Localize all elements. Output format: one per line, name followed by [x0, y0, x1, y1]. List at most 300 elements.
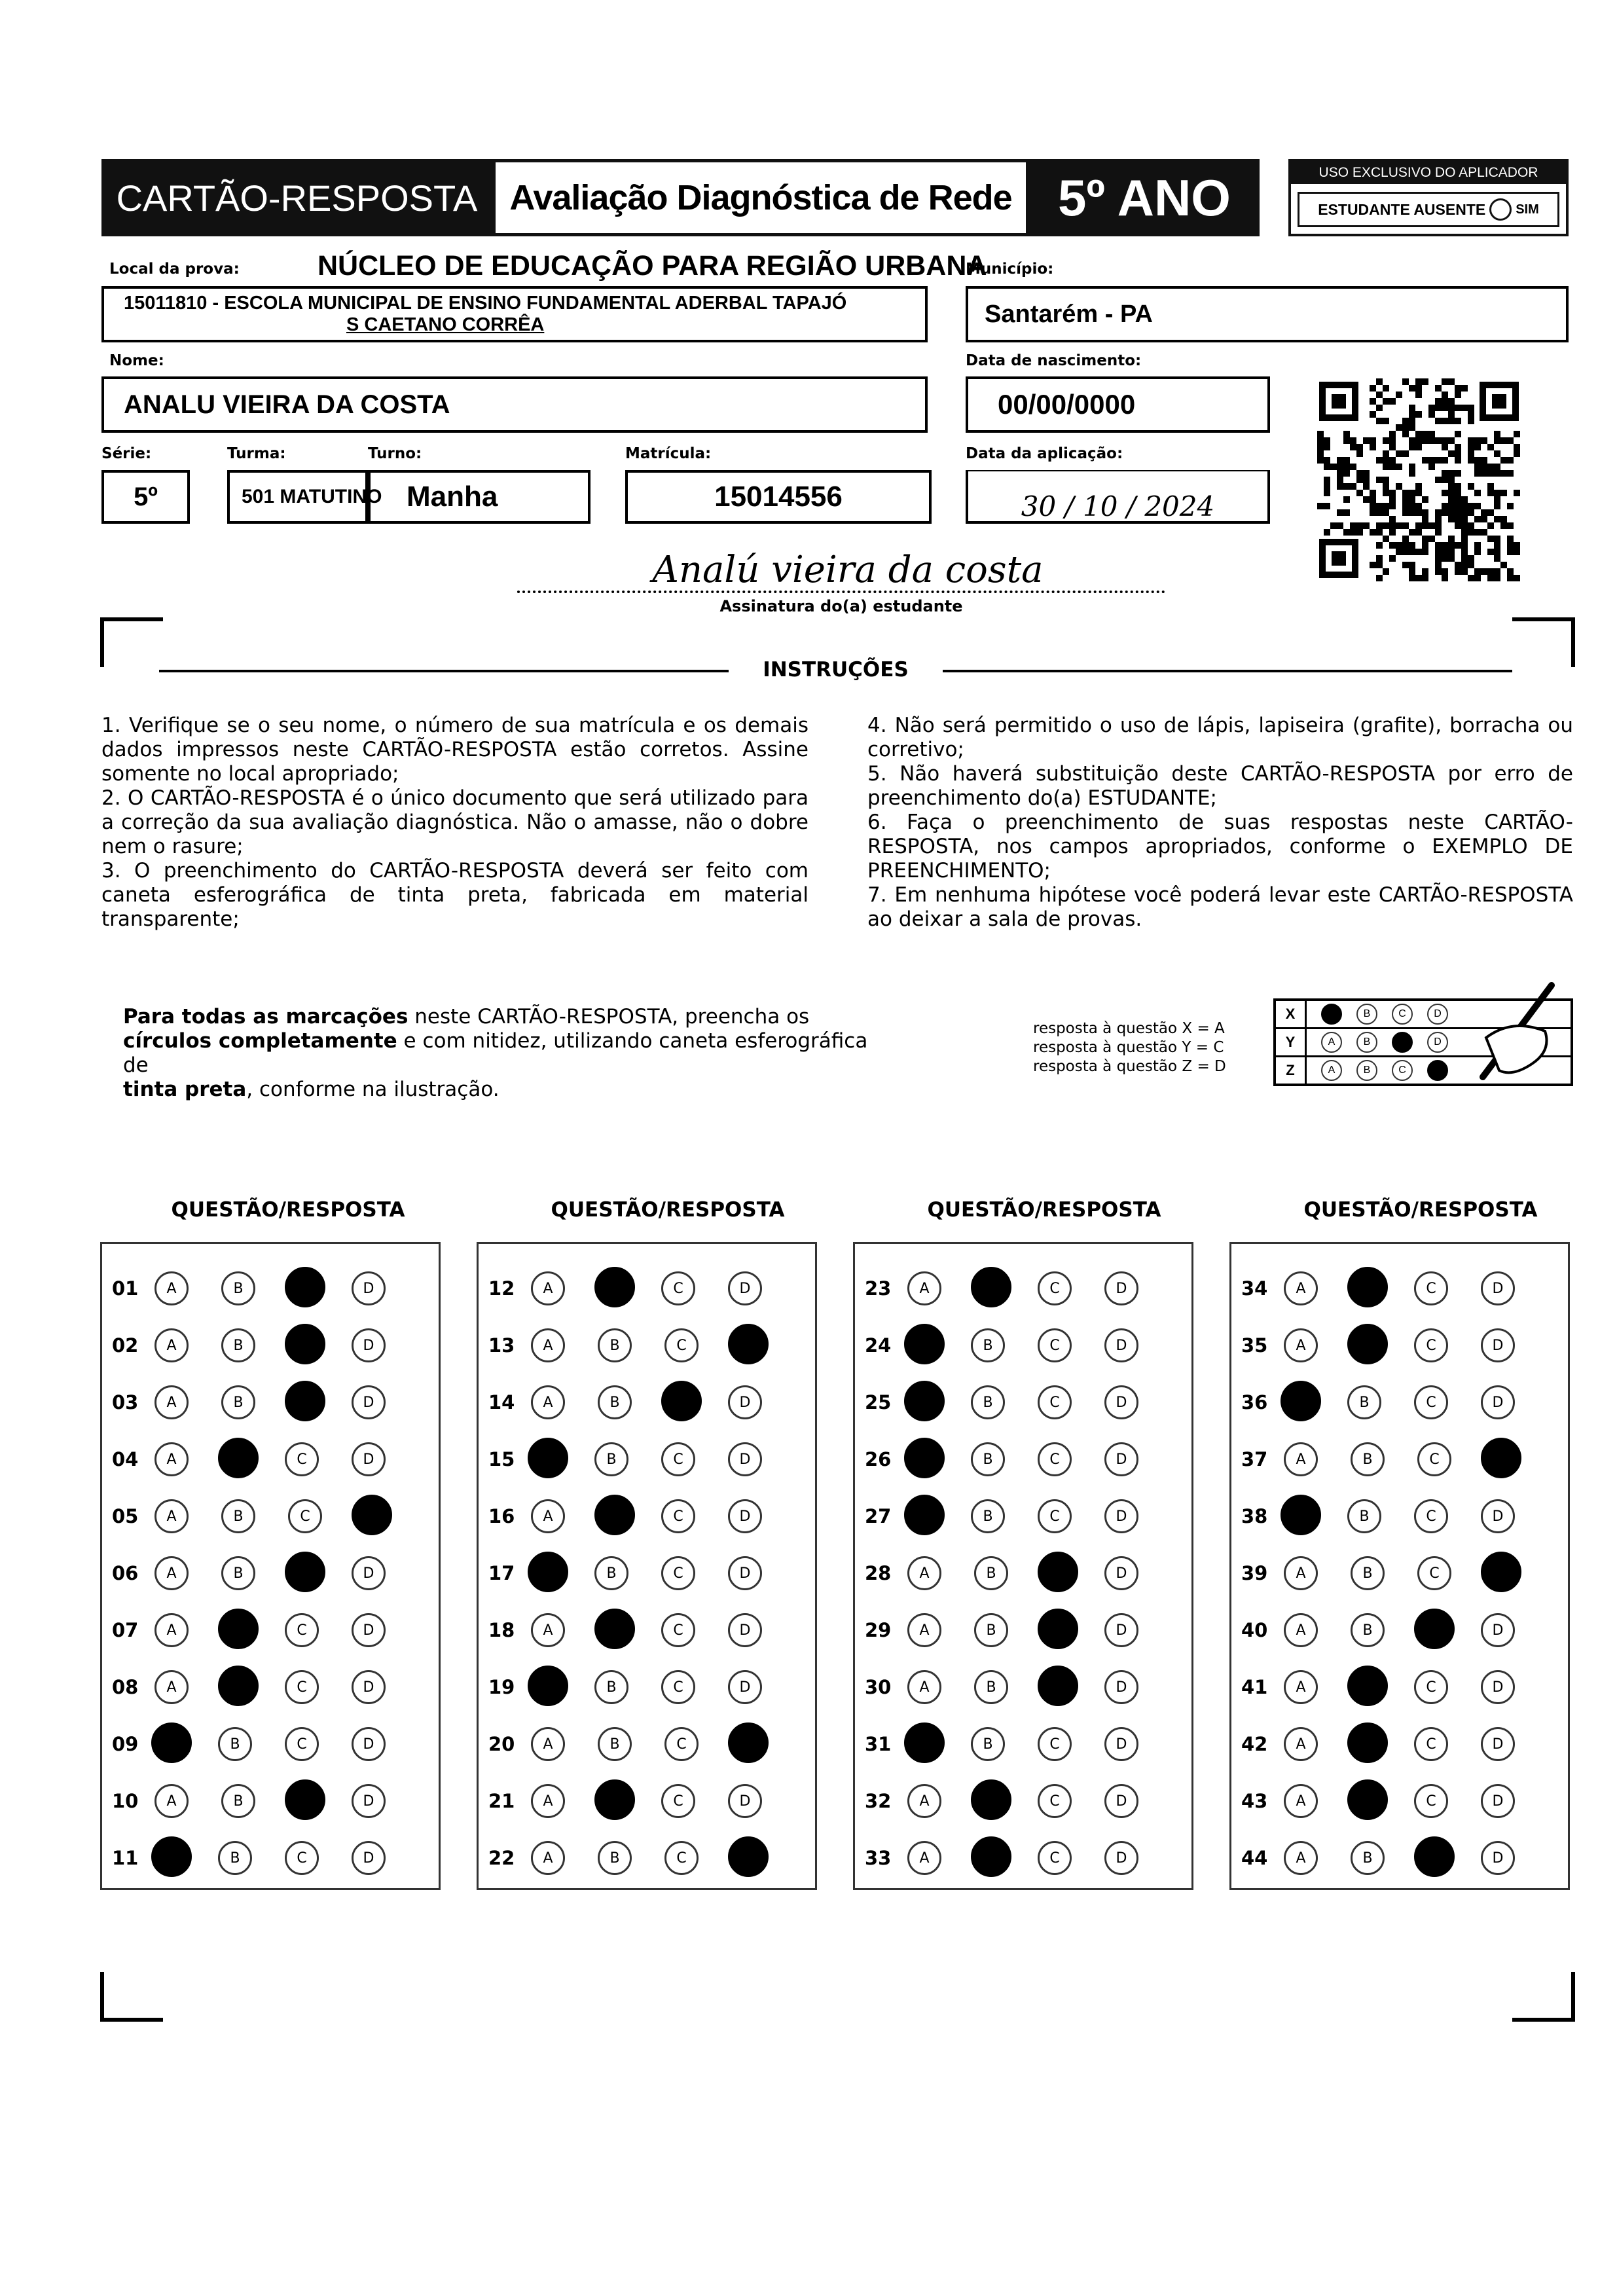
answer-row	[1231, 1667, 1548, 1707]
card-title	[101, 159, 492, 236]
answer-row	[855, 1326, 1171, 1365]
example-bubble-b: B	[1356, 1004, 1377, 1025]
qr-code-icon	[1316, 378, 1522, 581]
question-number: 02	[112, 1334, 139, 1357]
answer-bubble-a[interactable]: A	[154, 1499, 189, 1533]
question-number: 30	[865, 1676, 892, 1698]
answer-bubble-d[interactable]: D	[728, 1385, 762, 1419]
instruction-2: 2. O CARTÃO-RESPOSTA é o único documento que será utilizado para a correção da sua avaliação diagnóstica. Não o amasse, não o dobre nem o rasure;	[101, 786, 808, 858]
corner-mark-top-right	[1512, 617, 1575, 667]
answer-bubble-b[interactable]: B	[974, 1670, 1008, 1704]
answer-bubble-d[interactable]: D	[728, 1670, 762, 1704]
answer-bubble-a[interactable]: A	[1284, 1271, 1318, 1305]
answer-bubble-d[interactable]: D	[352, 1385, 386, 1419]
question-number: 11	[112, 1847, 139, 1869]
answer-bubble-d[interactable]: D	[1481, 1271, 1515, 1305]
answer-bubble-c[interactable]: C	[664, 1328, 699, 1362]
answer-bubble-a[interactable]: A	[531, 1841, 565, 1875]
answer-bubble-c[interactable]: C	[285, 1442, 319, 1476]
grade-text: 5º ANO	[1058, 168, 1231, 227]
nascimento-value: 00/00/0000	[998, 389, 1136, 420]
answer-row	[479, 1269, 795, 1308]
answer-row	[102, 1383, 418, 1422]
answer-bubble-b[interactable]: B	[971, 1836, 1011, 1877]
answer-bubble-a[interactable]: A	[1284, 1841, 1318, 1875]
answer-bubble-a[interactable]: A	[528, 1438, 568, 1478]
aplicacao-field	[966, 470, 1270, 524]
answer-bubble-a[interactable]: A	[531, 1499, 565, 1533]
answer-bubble-d[interactable]: D	[352, 1328, 386, 1362]
answer-bubble-a[interactable]: A	[904, 1381, 945, 1421]
matricula-value: 15014556	[714, 481, 843, 513]
answer-bubble-c[interactable]: C	[1417, 1556, 1451, 1590]
answer-bubble-a[interactable]: A	[154, 1556, 189, 1590]
answer-bubble-a[interactable]: A	[904, 1438, 945, 1478]
answer-bubble-b[interactable]: B	[971, 1727, 1005, 1761]
answer-bubble-d[interactable]: D	[1481, 1552, 1521, 1592]
nascimento-field	[966, 376, 1270, 433]
answer-bubble-b[interactable]: B	[221, 1385, 255, 1419]
answer-bubble-b[interactable]: B	[1347, 1267, 1388, 1307]
answer-row	[479, 1667, 795, 1707]
question-number: 44	[1241, 1847, 1268, 1869]
answer-bubble-c[interactable]: C	[661, 1442, 695, 1476]
answer-bubble-c[interactable]: C	[285, 1613, 319, 1647]
answer-bubble-d[interactable]: D	[1104, 1499, 1138, 1533]
answer-bubble-d[interactable]: D	[352, 1727, 386, 1761]
answers-header-3: QUESTÃO/RESPOSTA	[927, 1198, 1161, 1222]
answer-bubble-d[interactable]: D	[1481, 1385, 1515, 1419]
answer-bubble-d[interactable]: D	[728, 1324, 769, 1364]
example-bubble-c: C	[1392, 1032, 1413, 1053]
answer-row	[855, 1554, 1171, 1593]
answer-bubble-b[interactable]: B	[594, 1609, 635, 1649]
answer-row	[479, 1383, 795, 1422]
answer-bubble-c[interactable]: C	[285, 1381, 325, 1421]
answer-bubble-b[interactable]: B	[218, 1609, 259, 1649]
answer-bubble-a[interactable]: A	[154, 1670, 189, 1704]
answer-bubble-b[interactable]: B	[594, 1670, 628, 1704]
answer-bubble-d[interactable]: D	[1481, 1499, 1515, 1533]
answer-bubble-b[interactable]: B	[1347, 1779, 1388, 1820]
corner-mark-top-left	[100, 617, 163, 667]
answer-row	[102, 1667, 418, 1707]
instruction-1: 1. Verifique se o seu nome, o número de sua matrícula e os demais dados impressos neste CARTÃO-RESPOSTA estão corretos. Assine somente no local apropriado;	[101, 714, 808, 786]
answers-header-2: QUESTÃO/RESPOSTA	[551, 1198, 785, 1222]
answer-row	[102, 1554, 418, 1593]
answer-bubble-a[interactable]: A	[151, 1836, 192, 1877]
answer-bubble-d[interactable]: D	[728, 1442, 762, 1476]
answer-bubble-a[interactable]: A	[531, 1613, 565, 1647]
marking-instruction	[123, 1005, 889, 1102]
answer-bubble-c[interactable]: C	[1414, 1727, 1448, 1761]
answer-row	[1231, 1440, 1548, 1479]
answer-bubble-c[interactable]: C	[285, 1267, 325, 1307]
answer-bubble-b[interactable]: B	[598, 1385, 632, 1419]
corner-mark-bottom-left	[100, 1972, 163, 2022]
question-number: 04	[112, 1448, 139, 1470]
answer-row	[102, 1611, 418, 1650]
answer-bubble-c[interactable]: C	[1038, 1385, 1072, 1419]
nome-field	[101, 376, 928, 433]
example-bubble-a: A	[1321, 1004, 1342, 1025]
answer-bubble-b[interactable]: B	[218, 1727, 252, 1761]
question-number: 33	[865, 1847, 892, 1869]
school-field	[101, 286, 928, 342]
question-number: 27	[865, 1505, 892, 1527]
answer-bubble-a[interactable]: A	[531, 1271, 565, 1305]
pen-hand-icon	[1460, 979, 1558, 1097]
answer-bubble-d[interactable]: D	[352, 1670, 386, 1704]
answer-bubble-b[interactable]: B	[218, 1666, 259, 1706]
answer-row	[102, 1326, 418, 1365]
answer-bubble-a[interactable]: A	[154, 1328, 189, 1362]
answer-bubble-c[interactable]: C	[1038, 1609, 1078, 1649]
question-number: 16	[488, 1505, 515, 1527]
question-number: 32	[865, 1790, 892, 1812]
answer-bubble-a[interactable]: A	[907, 1841, 941, 1875]
answer-bubble-b[interactable]: B	[971, 1779, 1011, 1820]
answer-bubble-a[interactable]: A	[531, 1784, 565, 1818]
serie-field	[101, 470, 190, 524]
answer-row	[855, 1838, 1171, 1878]
answer-bubble-c[interactable]: C	[1414, 1271, 1448, 1305]
answer-bubble-a[interactable]: A	[1284, 1727, 1318, 1761]
answer-bubble-c[interactable]: C	[285, 1552, 325, 1592]
answer-bubble-a[interactable]: A	[154, 1613, 189, 1647]
answer-bubble-b[interactable]: B	[221, 1271, 255, 1305]
answer-bubble-a[interactable]: A	[154, 1784, 189, 1818]
answer-bubble-b[interactable]: B	[971, 1499, 1005, 1533]
example-bubble-d: D	[1427, 1032, 1448, 1053]
answer-bubble-d[interactable]: D	[1481, 1438, 1521, 1478]
turma-label: Turma:	[227, 445, 286, 462]
answer-bubble-d[interactable]: D	[728, 1836, 769, 1877]
answer-bubble-b[interactable]: B	[221, 1556, 255, 1590]
answer-bubble-c[interactable]: C	[664, 1841, 699, 1875]
answer-bubble-c[interactable]: C	[1414, 1385, 1448, 1419]
answer-bubble-b[interactable]: B	[971, 1442, 1005, 1476]
answer-bubble-b[interactable]: B	[598, 1841, 632, 1875]
answer-bubble-b[interactable]: B	[594, 1442, 628, 1476]
answer-bubble-d[interactable]: D	[1104, 1784, 1138, 1818]
answer-bubble-b[interactable]: B	[221, 1784, 255, 1818]
question-number: 19	[488, 1676, 515, 1698]
answer-bubble-c[interactable]: C	[661, 1784, 695, 1818]
answer-bubble-d[interactable]: D	[728, 1784, 762, 1818]
answer-bubble-c[interactable]: C	[1038, 1271, 1072, 1305]
answer-bubble-c[interactable]: C	[1414, 1670, 1448, 1704]
school-line2: S CAETANO CORRÊA	[346, 314, 545, 335]
matricula-label: Matrícula:	[625, 445, 712, 462]
example-bubble-a: A	[1321, 1060, 1342, 1081]
answer-bubble-c[interactable]: C	[1414, 1784, 1448, 1818]
question-number: 05	[112, 1505, 139, 1527]
answer-row	[855, 1781, 1171, 1821]
instruction-5: 5. Não haverá substituição deste CARTÃO-RESPOSTA por erro de preenchimento do(a) ESTUDANTE;	[867, 762, 1573, 810]
answer-bubble-d[interactable]: D	[728, 1613, 762, 1647]
question-number: 20	[488, 1733, 515, 1755]
marking-text-1: neste CARTÃO-RESPOSTA, preencha os	[408, 1005, 810, 1029]
serie-label: Série:	[101, 445, 152, 462]
answer-bubble-b[interactable]: B	[594, 1779, 635, 1820]
answer-bubble-a[interactable]: A	[1284, 1442, 1318, 1476]
answer-bubble-d[interactable]: D	[1481, 1328, 1515, 1362]
answer-bubble-d[interactable]: D	[352, 1556, 386, 1590]
answer-bubble-c[interactable]: C	[664, 1727, 699, 1761]
answer-bubble-c[interactable]: C	[661, 1613, 695, 1647]
card-title-text: CARTÃO-RESPOSTA	[116, 177, 478, 219]
turno-field	[368, 470, 590, 524]
answer-bubble-a[interactable]: A	[528, 1552, 568, 1592]
answer-bubble-d[interactable]: D	[1481, 1670, 1515, 1704]
question-number: 14	[488, 1391, 515, 1413]
answer-bubble-c[interactable]: C	[661, 1271, 695, 1305]
answer-column-1	[100, 1242, 441, 1890]
answer-bubble-d[interactable]: D	[1104, 1727, 1138, 1761]
answer-bubble-b[interactable]: B	[1347, 1385, 1381, 1419]
instructions-rule-right	[943, 670, 1512, 672]
turma-field	[227, 470, 382, 524]
example-x: resposta à questão X = A	[1033, 1020, 1225, 1037]
answer-bubble-c[interactable]: C	[661, 1499, 695, 1533]
example-bubble-c: C	[1392, 1004, 1413, 1025]
answer-bubble-c[interactable]: C	[285, 1841, 319, 1875]
answer-bubble-a[interactable]: A	[904, 1495, 945, 1535]
matricula-field	[625, 470, 932, 524]
example-bubble-d: D	[1427, 1060, 1448, 1081]
local-value: NÚCLEO DE EDUCAÇÃO PARA REGIÃO URBANA	[318, 250, 987, 282]
turno-value: Manha	[407, 481, 498, 513]
answer-bubble-c[interactable]: C	[661, 1381, 702, 1421]
answer-bubble-a[interactable]: A	[907, 1613, 941, 1647]
answer-row	[1231, 1724, 1548, 1764]
answer-bubble-d[interactable]: D	[352, 1613, 386, 1647]
answer-bubble-d[interactable]: D	[1104, 1613, 1138, 1647]
answer-bubble-d[interactable]: D	[1481, 1784, 1515, 1818]
question-number: 35	[1241, 1334, 1268, 1357]
answer-row	[1231, 1326, 1548, 1365]
question-number: 18	[488, 1619, 515, 1641]
answer-bubble-c[interactable]: C	[661, 1670, 695, 1704]
answer-bubble-a[interactable]: A	[531, 1328, 565, 1362]
answer-bubble-b[interactable]: B	[971, 1267, 1011, 1307]
answer-bubble-b[interactable]: B	[221, 1328, 255, 1362]
answers-header-4: QUESTÃO/RESPOSTA	[1303, 1198, 1538, 1222]
answer-row	[479, 1440, 795, 1479]
marking-text-2: e com nitidez, utilizando caneta esferográfica de	[123, 1029, 868, 1077]
answer-bubble-a[interactable]: A	[907, 1556, 941, 1590]
answer-row	[1231, 1554, 1548, 1593]
answer-bubble-b[interactable]: B	[598, 1328, 632, 1362]
answer-bubble-d[interactable]: D	[1481, 1841, 1515, 1875]
question-number: 23	[865, 1277, 892, 1300]
answer-row	[1231, 1383, 1548, 1422]
answer-row	[479, 1611, 795, 1650]
nome-value: ANALU VIEIRA DA COSTA	[124, 390, 450, 419]
answer-bubble-b[interactable]: B	[971, 1328, 1005, 1362]
answer-bubble-c[interactable]: C	[1038, 1499, 1072, 1533]
example-bubble-d: D	[1427, 1004, 1448, 1025]
answer-bubble-c[interactable]: C	[1038, 1328, 1072, 1362]
answer-column-4	[1229, 1242, 1570, 1890]
answer-bubble-a[interactable]: A	[1281, 1381, 1321, 1421]
answer-bubble-b[interactable]: B	[218, 1841, 252, 1875]
answer-bubble-c[interactable]: C	[1038, 1666, 1078, 1706]
answer-bubble-b[interactable]: B	[1351, 1442, 1385, 1476]
instruction-4: 4. Não será permitido o uso de lápis, lapiseira (grafite), borracha ou corretivo;	[867, 714, 1573, 761]
answer-bubble-d[interactable]: D	[1104, 1556, 1138, 1590]
answer-bubble-a[interactable]: A	[154, 1271, 189, 1305]
answer-bubble-d[interactable]: D	[728, 1499, 762, 1533]
answer-bubble-b[interactable]: B	[1351, 1613, 1385, 1647]
answer-bubble-c[interactable]: C	[1038, 1552, 1078, 1592]
question-number: 08	[112, 1676, 139, 1698]
answer-bubble-c[interactable]: C	[1038, 1784, 1072, 1818]
answer-bubble-d[interactable]: D	[728, 1271, 762, 1305]
question-number: 15	[488, 1448, 515, 1470]
answer-bubble-d[interactable]: D	[1481, 1613, 1515, 1647]
answer-bubble-d[interactable]: D	[728, 1722, 769, 1763]
question-number: 07	[112, 1619, 139, 1641]
turno-label: Turno:	[368, 445, 422, 462]
answer-bubble-c[interactable]: C	[285, 1324, 325, 1364]
answer-bubble-a[interactable]: A	[154, 1385, 189, 1419]
answer-row	[479, 1838, 795, 1878]
absent-yes: SIM	[1516, 202, 1539, 217]
answer-bubble-c[interactable]: C	[1038, 1727, 1072, 1761]
example-bubble-b: B	[1356, 1032, 1377, 1053]
answer-bubble-a[interactable]: A	[907, 1784, 941, 1818]
answer-bubble-a[interactable]: A	[1284, 1556, 1318, 1590]
answer-bubble-b[interactable]: B	[221, 1499, 255, 1533]
answer-bubble-b[interactable]: B	[974, 1613, 1008, 1647]
answer-bubble-d[interactable]: D	[728, 1556, 762, 1590]
answer-bubble-a[interactable]: A	[1284, 1328, 1318, 1362]
answer-bubble-d[interactable]: D	[352, 1841, 386, 1875]
answer-bubble-d[interactable]: D	[352, 1271, 386, 1305]
answer-bubble-a[interactable]: A	[907, 1670, 941, 1704]
answer-column-2	[477, 1242, 817, 1890]
answer-bubble-c[interactable]: C	[1414, 1328, 1448, 1362]
answer-bubble-d[interactable]: D	[1481, 1727, 1515, 1761]
marking-bold-2: círculos completamente	[123, 1029, 397, 1053]
absent-bubble[interactable]	[1489, 198, 1512, 221]
answer-bubble-c[interactable]: C	[1038, 1841, 1072, 1875]
answer-bubble-b[interactable]: B	[1351, 1841, 1385, 1875]
answer-bubble-d[interactable]: D	[352, 1495, 392, 1535]
answer-bubble-b[interactable]: B	[594, 1556, 628, 1590]
answer-bubble-c[interactable]: C	[285, 1779, 325, 1820]
question-number: 40	[1241, 1619, 1268, 1641]
answer-row	[1231, 1497, 1548, 1536]
instructions-title: INSTRUÇÕES	[763, 658, 909, 682]
school-line1: 15011810 - ESCOLA MUNICIPAL DE ENSINO FUNDAMENTAL ADERBAL TAPAJÓ	[124, 293, 847, 314]
question-number: 12	[488, 1277, 515, 1300]
marking-bold-1: Para todas as marcações	[123, 1005, 409, 1029]
question-number: 25	[865, 1391, 892, 1413]
marking-bold-3: tinta preta	[123, 1078, 247, 1101]
answer-bubble-a[interactable]: A	[531, 1727, 565, 1761]
nascimento-label: Data de nascimento:	[966, 352, 1142, 369]
answer-bubble-a[interactable]: A	[154, 1442, 189, 1476]
example-row-label: X	[1276, 1001, 1307, 1027]
answer-row	[102, 1838, 418, 1878]
answer-bubble-a[interactable]: A	[1284, 1784, 1318, 1818]
answer-bubble-d[interactable]: D	[1104, 1271, 1138, 1305]
answers-header-1: QUESTÃO/RESPOSTA	[171, 1198, 405, 1222]
absent-label: ESTUDANTE AUSENTE	[1318, 200, 1486, 218]
question-number: 36	[1241, 1391, 1268, 1413]
answer-bubble-c[interactable]: C	[661, 1556, 695, 1590]
answer-bubble-a[interactable]: A	[1284, 1613, 1318, 1647]
instructions-rule-left	[159, 670, 729, 672]
answer-bubble-a[interactable]: A	[528, 1666, 568, 1706]
answer-row	[1231, 1838, 1548, 1878]
answer-row	[102, 1724, 418, 1764]
answer-bubble-b[interactable]: B	[1347, 1324, 1388, 1364]
answer-bubble-b[interactable]: B	[1347, 1499, 1381, 1533]
answer-bubble-d[interactable]: D	[1104, 1670, 1138, 1704]
answer-bubble-d[interactable]: D	[1104, 1841, 1138, 1875]
answer-bubble-a[interactable]: A	[1281, 1495, 1321, 1535]
answer-bubble-b[interactable]: B	[594, 1495, 635, 1535]
municipio-field	[966, 286, 1569, 342]
answer-bubble-c[interactable]: C	[1417, 1442, 1451, 1476]
answer-bubble-b[interactable]: B	[594, 1267, 635, 1307]
answer-bubble-d[interactable]: D	[1104, 1385, 1138, 1419]
answer-bubble-b[interactable]: B	[218, 1438, 259, 1478]
answer-row	[855, 1383, 1171, 1422]
answer-bubble-a[interactable]: A	[1284, 1670, 1318, 1704]
answer-bubble-a[interactable]: A	[904, 1324, 945, 1364]
municipio-value: Santarém - PA	[985, 300, 1153, 328]
answer-bubble-c[interactable]: C	[285, 1727, 319, 1761]
answer-bubble-d[interactable]: D	[1104, 1328, 1138, 1362]
answer-bubble-c[interactable]: C	[1414, 1499, 1448, 1533]
example-row-label: Y	[1276, 1029, 1307, 1055]
applicator-box	[1288, 159, 1569, 236]
question-number: 41	[1241, 1676, 1268, 1698]
question-number: 13	[488, 1334, 515, 1357]
answer-bubble-b[interactable]: B	[1347, 1666, 1388, 1706]
answer-bubble-d[interactable]: D	[352, 1784, 386, 1818]
answer-bubble-c[interactable]: C	[1414, 1609, 1455, 1649]
question-number: 38	[1241, 1505, 1268, 1527]
answer-bubble-d[interactable]: D	[352, 1442, 386, 1476]
answer-bubble-b[interactable]: B	[1351, 1556, 1385, 1590]
answer-bubble-c[interactable]: C	[285, 1670, 319, 1704]
answer-bubble-c[interactable]: C	[1038, 1442, 1072, 1476]
answer-row	[855, 1724, 1171, 1764]
answer-bubble-a[interactable]: A	[531, 1385, 565, 1419]
answer-bubble-b[interactable]: B	[971, 1385, 1005, 1419]
example-row-label: Z	[1276, 1057, 1307, 1084]
answer-bubble-d[interactable]: D	[1104, 1442, 1138, 1476]
answer-bubble-b[interactable]: B	[598, 1727, 632, 1761]
answer-bubble-b[interactable]: B	[974, 1556, 1008, 1590]
answer-bubble-a[interactable]: A	[151, 1722, 192, 1763]
answer-bubble-a[interactable]: A	[904, 1722, 945, 1763]
answer-bubble-c[interactable]: C	[288, 1499, 322, 1533]
municipio-label: Município:	[966, 261, 1054, 278]
answer-bubble-c[interactable]: C	[1414, 1836, 1455, 1877]
answer-bubble-a[interactable]: A	[907, 1271, 941, 1305]
example-legend	[1033, 1019, 1226, 1076]
example-bubble-a: A	[1321, 1032, 1342, 1053]
answer-bubble-b[interactable]: B	[1347, 1722, 1388, 1763]
instruction-6: 6. Faça o preenchimento de suas respostas neste CARTÃO-RESPOSTA, nos campos apropriados, conforme o EXEMPLO DE PREENCHIMENTO;	[867, 811, 1573, 883]
